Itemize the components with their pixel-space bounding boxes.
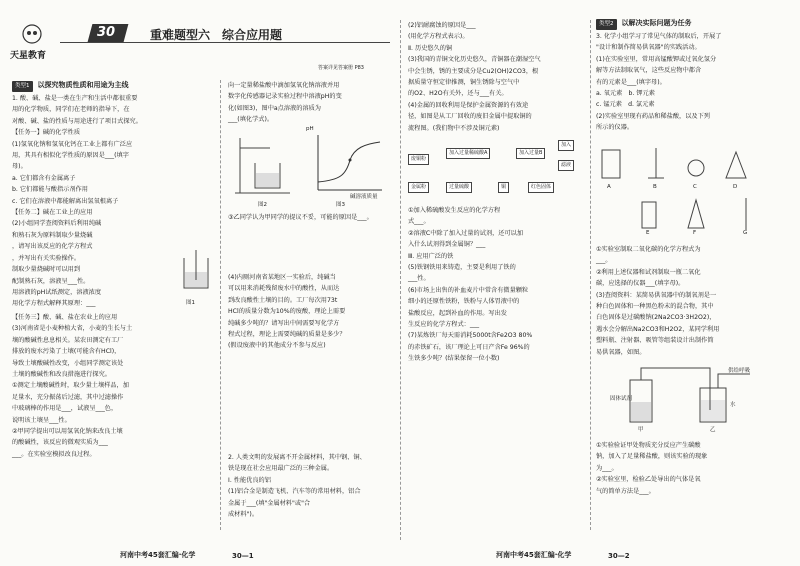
figure-1-caption: 图1 [186,300,195,306]
chapter-number: 30 [97,25,116,40]
page-divider [400,20,401,540]
ra-line: 中会生锈，锈的主要成分是Cu2(OH)2CO3，根 [408,67,539,75]
task3-line: 说明该土壤呈___性。 [12,416,71,424]
task3-line: 的酸碱性，该反应的微观实质为___ [12,439,108,447]
ra-line: Ⅱ. 历史悠久的铜 [408,44,453,52]
question-4 [228,272,346,352]
task3-line: 中玻璃棒的作用是___，试液呈___色， [12,405,118,413]
q2-line: 成材料")。 [228,511,259,519]
beaker-figure [178,250,214,295]
task3-line: 排放的废水污染了土壤(可能含有HCl)， [12,348,121,356]
q1-line: ，请写出该反应的化学方程式 [12,243,93,251]
type-tag-2: 类型2 [596,19,617,30]
q4-line: 纯碱多少吨的？请写出中间需要写化学方 [228,319,340,327]
rb-line: (2)实验室里现有药品和稀盐酸，以及下列 [596,112,710,120]
q3-part2 [596,244,719,358]
task-3 [12,312,132,460]
mid-top [228,80,342,126]
ra-line: (3)我国的青铜文化历史悠久，青铜器在潮湿空气 [408,56,541,64]
flow-node: 滤液 [558,160,574,171]
rb3-line: ①实验验证甲处物质充分反应产生碳酸 [596,442,701,449]
rb3-line: 气的简单方法是___。 [596,487,655,495]
q2-line: (1)铝合金是制造飞机、汽车等的常用材料，铝合 [228,488,361,496]
task3-line: (3)河南省是小麦种植大省，小麦的生长与土 [12,325,133,333]
q1-line: b. 它们都能与酸指示剂作用 [12,186,88,194]
apparatus-label: A [607,184,611,190]
ra2-line: 细小的还原性铁粉，铁粉与人体胃液中的 [408,298,520,306]
footer-left-page: 30—1 [232,552,254,560]
ra2-line: 入什么试剂得到金属铜？___ [408,241,486,249]
ra2-line: Ⅲ. 应用广泛的铁 [408,252,454,260]
ra2-line: ②溶液C中除了加入过量的试剂，还可以加 [408,229,524,237]
q1-line: a. 它们都含有金属离子 [12,174,76,182]
rb2-line: 碳，应选择的仪器___(填字母)。 [596,280,685,288]
ph-axis-label: pH [306,126,314,132]
q1-line: 【任务一】碱的化学性质 [12,129,81,137]
flow-node: 铜 [498,182,509,193]
flow-node: 过量硫酸 [446,182,472,193]
q1-line: 用溶液的pH试纸测定，溶液浓度 [12,288,102,296]
apparatus-row [596,140,786,240]
ra2-line: 盐酸反应，起到补血的作用。写出发 [408,309,507,317]
rb-line: 有的元素是___(填字母)。 [596,78,666,86]
column-divider-left [220,80,221,530]
rb2-line: 遇水会分解出Na2CO3和H2O2，某同学利用 [596,325,720,333]
ra2-line: (5)铁钢铁用来铸造，主要是利用了铁的 [408,264,516,272]
footer-right-page: 30—2 [608,552,630,560]
rb-line: (1)在实验室里，常用高锰酸钾或过氧化氢分 [596,55,717,63]
task3-line: ②甲同学提出可以用氢氧化钠来改良土壤 [12,428,123,436]
rb2-line: 白色固体是过碳酸钠(2Na2CO3·3H2O2)， [596,314,716,322]
apparatus-label: G [743,230,748,236]
ra2-line: (6)市场上出售的补血麦片中常含有微量颗粒 [408,286,529,294]
q2-line: Ⅰ. 性能优良的铝 [228,476,271,484]
q1-line: (2)小组同学查阅资料后利用纯碱 [12,220,102,228]
q1-line: 用化学方程式解释其原理：___ [12,300,96,308]
rb-line: c. 锰元素 d. 氯元素 [596,101,655,109]
mid-line: 向一定量稀盐酸中滴加氢氧化钠溶液并用 [228,82,340,89]
question-3 [596,31,721,134]
rb2-line: ②利用上述仪器和试剂制取一瓶二氧化 [596,268,701,276]
apparatus-label: D [733,184,738,190]
ra2-line: ①加入稀硫酸发生反应的化学方程 [408,207,501,214]
q3-note: ③乙同学认为甲同学的提议不妥，可能的原因是___。 [228,214,373,221]
apparatus-label: E [646,230,650,236]
task3-line: 壤的酸碱性息息相关。某农田测定有工厂 [12,336,124,344]
device-label: 供给呼吸 [728,368,751,374]
task3-line: 【任务三】酸、碱、盐在农业上的应用 [12,314,118,321]
ra2-line: ___性。 [408,275,430,283]
q1-line: 1. 酸、碱、盐是一类在生产和生活中都很重要 [12,95,138,102]
q1-line: (1)氢氧化钠和氢氧化钙在工业上都有广泛应 [12,140,133,148]
rb2-line: 种白色固体和一种黑色粉末的混合物，其中 [596,303,714,311]
rb2-line: 易供氧器，如图。 [596,348,646,356]
ra-line: (4)金属的回收利用是保护金属资源的有效途 [408,101,529,109]
flowchart [408,140,586,200]
ra-line: 径，如图是从工厂回收的废旧金属中提取铜的 [408,113,532,121]
q4-line: HCl的质量分数为10%的废酸，理论上需要 [228,308,346,316]
device-label: 水 [730,402,736,408]
flow-node: 加入过量B [516,148,545,159]
ra-line: 据质量守恒定律推测，铜生锈除与空气中 [408,79,520,87]
lab-apparatus-figure [230,128,300,198]
brand-name: 天星教育 [10,51,47,61]
q2-line: 铁是现在社会应用最广泛的三种金属。 [228,465,334,473]
answer-reference: 答案详见答案册 P83 [318,65,364,71]
oxygen-device-figure [610,360,760,435]
section-1-heading [12,80,128,92]
q1-line: 和熟石灰为原料制取少量烧碱 [12,231,93,239]
q4-line: 可以用来消耗残留废水中的酸性，从而达 [228,285,340,293]
rb2-line: 塑料瓶、注射器、吸管等组装设计出制作简 [596,337,714,345]
rb-line: 所示的仪器。 [596,124,634,132]
q1-line: 用，其具有相似化学性质的原因是___(填字 [12,152,129,160]
ra2-line: (7)某炼铁厂每天需消耗5000t含Fe2O3 80% [408,332,533,340]
mass-axis-label: 碱溶液质量 [350,194,378,200]
section-2-title: 以解决实际问题为任务 [621,19,692,27]
q1-line: ，并写出有关实验操作。 [12,254,81,262]
question-2 [228,452,366,520]
rb2-line: ___。 [596,257,612,265]
q1-line: 【任务二】碱在工业上的应用 [12,209,93,217]
question-1 [12,93,142,310]
q1-line: 用的化学物质，同学们在老师的指导下，在 [12,106,130,114]
ra-line: 的O2、H2O有关外，还与___有关。 [408,90,508,98]
section-1-title: 以探究物质性质和用途为主线 [37,81,129,89]
q4-line: (4)内厕河南省某地区一实验后，纯碱当 [228,274,336,281]
device-label: 固体试剂 [610,396,633,402]
q4-line: 到改良酸性土壤的目的。工厂每次用73t [228,296,338,304]
rb-line: a. 氧元素 b. 钾元素 [596,90,655,98]
flow-node: 加入过量稀硫酸A [446,148,490,159]
apparatus-label: B [653,184,657,190]
task3-line: ___。在实验室模拟改良过程。 [12,450,96,458]
rb-line: 3. 化学小组学习了常见气体的制取后，开展了 [596,33,722,40]
footer-right-text: 河南中考45套汇编·化学 [496,551,572,559]
section-2-heading [596,18,691,30]
type-tag-1: 类型1 [12,81,33,92]
apparatus-label: C [693,184,697,190]
ra2-line: 生反应的化学方程式：___ [408,321,480,329]
apparatus-label: F [693,230,697,236]
q2-line: 金属于___(填"金属材料"或"合 [228,499,311,507]
q2-line: 2. 人类文明的发展离不开金属材料，其中钢、铜、 [228,454,366,461]
rb3-line: 钠，加入了足量稀盐酸，则该实验的现象 [596,453,708,461]
rb3-line: 为___。 [596,464,618,472]
q1-line: 配制熟石灰，溶液呈___性。 [12,277,90,285]
mid-line: 数字化传感器记录实验过程中溶液pH的变 [228,93,342,101]
task3-line: ①测定土壤酸碱性时，取少量土壤样品，加 [12,382,129,390]
ph-chart [310,130,385,200]
rb2-line: ①实验室制取二氧化碳的化学方程式为 [596,246,701,253]
q3-tail [596,440,707,497]
q1-line: 制取少量烧碱时可以用到 [12,266,81,274]
ra-line: 流程图。(我们物中不涉及铜元素) [408,124,500,132]
q1-line: c. 它们在溶液中都能解离出氢氧根离子 [12,197,119,205]
rb-line: "设计和制作简易供氧器"的实践活动。 [596,44,701,52]
device-label: 乙 [710,427,716,433]
page-title: 重难题型六 综合应用题 [150,28,283,42]
q1-line: 对酸、碱、盐的性质与用途进行了项目式探究。 [12,117,142,125]
flow-node: 废铜粉 [408,154,429,165]
flow-node: 红色固体 [528,182,554,193]
mid-line: ___(填化学式)。 [228,116,274,124]
flow-node: 加入 [558,140,574,151]
figure-3-caption: 图3 [336,202,345,208]
right-a [408,20,541,134]
task3-line: 土壤的酸碱性和改良措施进行探究。 [12,371,111,379]
rb3-line: ②实验室里，检验乙处导出的气体是氧 [596,476,701,484]
ra-line: (用化学方程式表示)。 [408,33,469,41]
q1-line: 母)。 [12,163,27,171]
ra2-line: 式___。 [408,218,430,226]
footer-left-text: 河南中考45套汇编·化学 [120,551,196,559]
mid-line: 化(如图3)，图中a点溶液的溶质为 [228,104,321,112]
figure-2-caption: 图2 [258,202,267,208]
ra-line: (2)铝耐腐蚀的原因是___ [408,22,476,29]
ra2-line: 生铁多少吨？(结果保留一位小数) [408,355,500,363]
right-a-bottom [408,205,532,365]
task3-line: 足量水，充分振荡后过滤，其中过滤操作 [12,393,124,401]
flow-node: 金属粉 [408,182,429,193]
rb2-line: (3)查阅资料：某简易供氧器中的制氧剂是一 [596,291,717,299]
q4-line: 程式过程，理论上需要纯碱的质量是多少？ [228,331,346,339]
task3-line: 导致土壤酸碱性改变，小组同学测定该处 [12,359,124,367]
device-label: 甲 [638,427,644,433]
ra2-line: 的赤铁矿石，该厂理论上可日产含Fe 96%的 [408,343,530,351]
column-divider-right [590,20,591,530]
q4-line: (假设废液中的其他成分不参与反应) [228,342,326,350]
rb-line: 解等方法制取氧气，这些反应物中都含 [596,67,702,75]
